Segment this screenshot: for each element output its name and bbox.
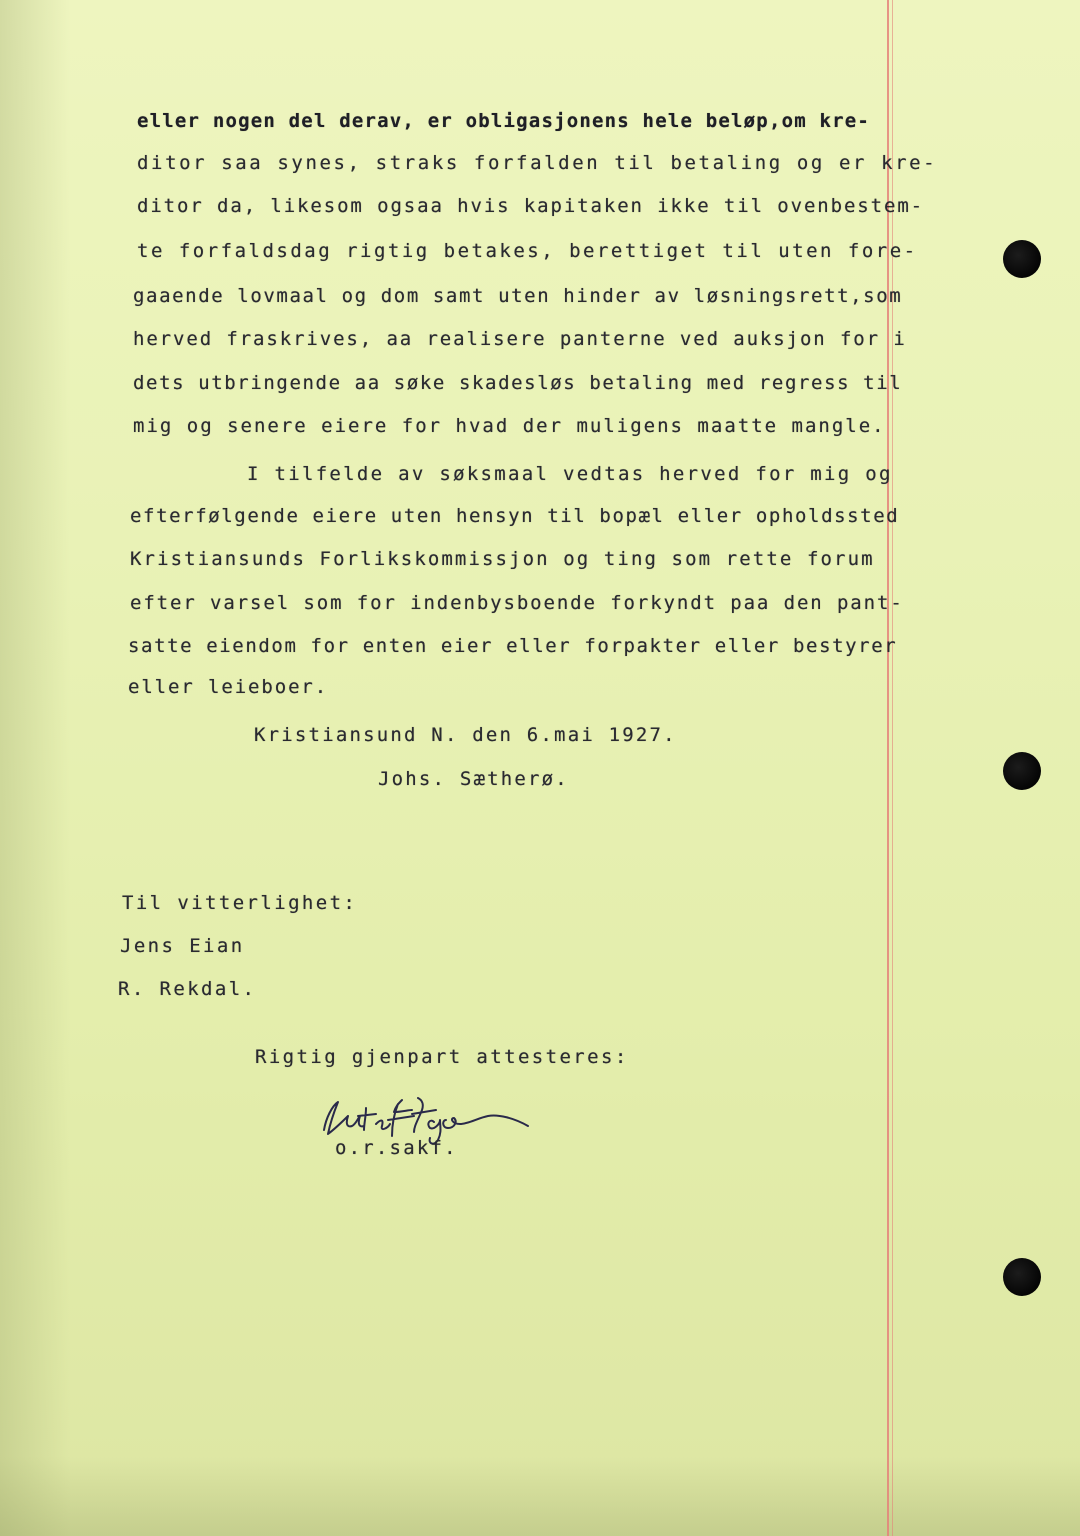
- margin-rule-secondary: [892, 0, 893, 1536]
- body-line-13: satte eiendom for enten eier eller forpakter eller bestyrer: [128, 635, 898, 657]
- body-line-3: ditor da, likesom ogsaa hvis kapitaken ikke til ovenbestem-: [137, 195, 924, 217]
- body-line-11: Kristiansunds Forlikskommissjon og ting som rette forum: [130, 548, 875, 570]
- body-line-6: herved fraskrives, aa realisere panterne ved auksjon for i: [133, 328, 907, 350]
- body-line-8: mig og senere eiere for hvad der muligens maatte mangle.: [133, 415, 886, 437]
- body-line-9: I tilfelde av søksmaal vedtas herved for mig og: [247, 463, 893, 485]
- page-bottom-shadow: [0, 1456, 1080, 1536]
- page-edge-shadow: [0, 0, 70, 1536]
- attestation-title: o.r.sakf.: [335, 1137, 458, 1159]
- witness-1: Jens Eian: [120, 935, 245, 957]
- witness-2: R. Rekdal.: [118, 978, 257, 1000]
- body-line-12: efter varsel som for indenbysboende forkyndt paa den pant-: [130, 592, 904, 614]
- punch-hole-middle: [1003, 752, 1041, 790]
- body-line-5: gaaende lovmaal og dom samt uten hinder av løsningsrett,som: [133, 285, 903, 307]
- body-line-10: efterfølgende eiere uten hensyn til bopæl eller opholdssted: [130, 505, 900, 527]
- attestation-line: Rigtig gjenpart attesteres:: [255, 1046, 629, 1068]
- body-line-2: ditor saa synes, straks forfalden til betaling og er kre-: [137, 152, 938, 174]
- margin-rule: [887, 0, 889, 1536]
- punch-hole-bottom: [1003, 1258, 1041, 1296]
- body-line-14: eller leieboer.: [128, 676, 329, 698]
- punch-hole-top: [1003, 240, 1041, 278]
- body-line-1: eller nogen del derav, er obligasjonens hele beløp,om kre-: [137, 110, 871, 132]
- body-line-7: dets utbringende aa søke skadesløs betaling med regress til: [133, 372, 903, 394]
- place-date: Kristiansund N. den 6.mai 1927.: [254, 724, 677, 746]
- signer-name: Johs. Sætherø.: [378, 768, 569, 790]
- body-line-4: te forfaldsdag rigtig betakes, berettiget til uten fore-: [137, 240, 918, 262]
- witness-heading: Til vitterlighet:: [122, 892, 358, 914]
